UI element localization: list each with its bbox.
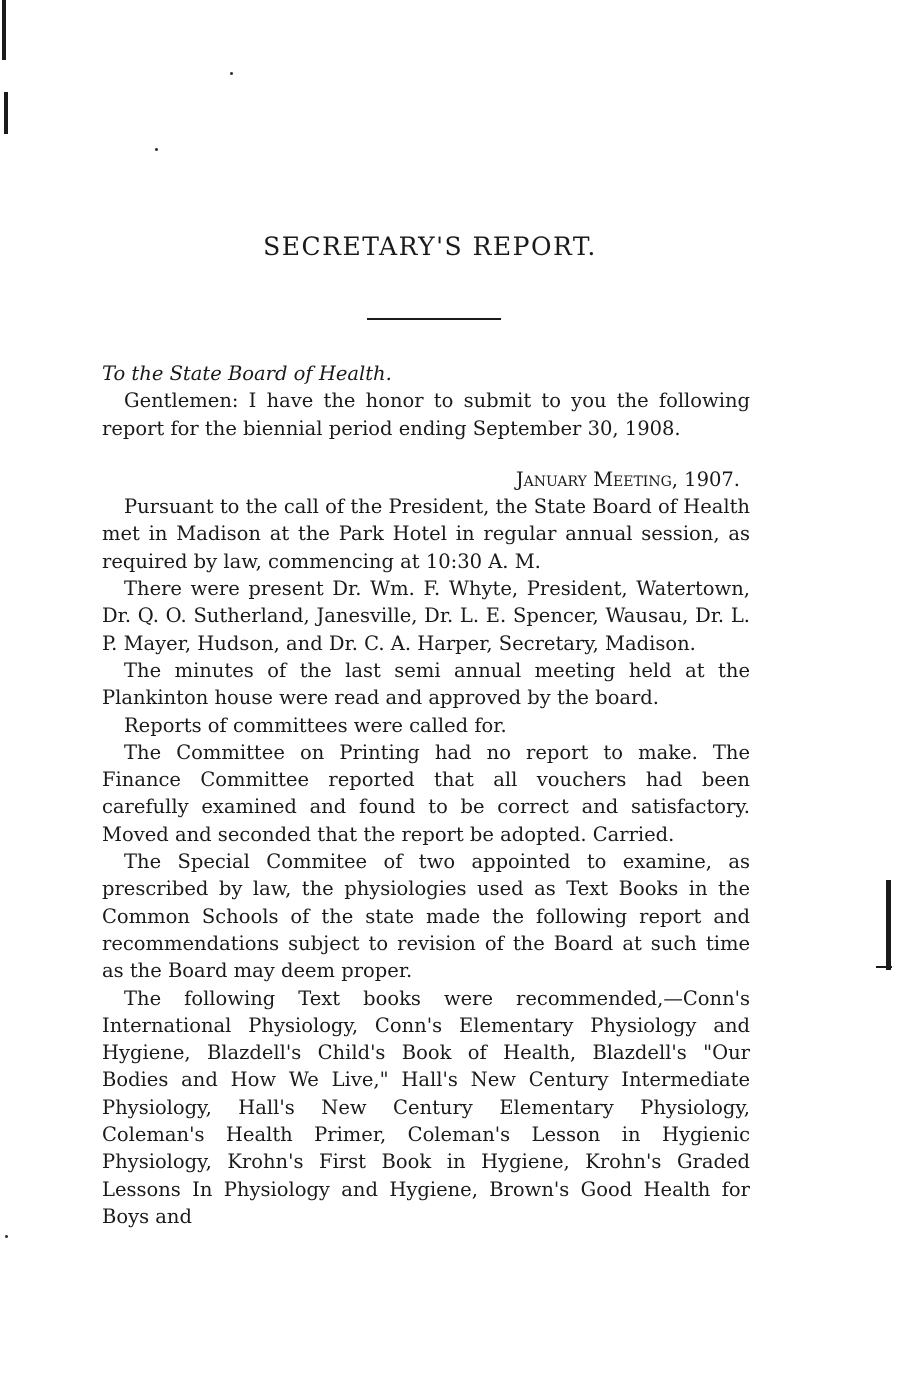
scan-edge-mark — [2, 0, 6, 60]
paragraph: The Committee on Printing had no report to make. The Finance Committee reported that all vouchers had been carefully examined and found to be correct and satisfactory. Moved and seconded that the report be adopted. Carried. — [102, 740, 750, 846]
scan-speck — [5, 1235, 8, 1238]
scan-edge-mark — [876, 966, 892, 968]
paragraph: The minutes of the last semi annual meeting held at the Plankinton house were read and approved by the board. — [102, 658, 750, 710]
greeting-paragraph: Gentlemen: I have the honor to submit to you the following report for the biennial period ending September 30, 1908. — [102, 389, 750, 440]
page-title: SECRETARY'S REPORT. — [263, 232, 597, 261]
scan-speck — [155, 148, 158, 151]
report-body — [102, 360, 750, 1230]
meeting-heading: January Meeting, 1907. — [515, 467, 740, 491]
scan-edge-mark — [886, 880, 891, 970]
title-divider — [367, 318, 501, 320]
salutation: To the State Board of Health. — [102, 362, 392, 385]
paragraph: Pursuant to the call of the President, the State Board of Health met in Madison at the Park Hotel in regular annual session, as required by law, commencing at 10:30 A. M. — [102, 495, 750, 573]
paragraph: Reports of committees were called for. — [124, 713, 507, 737]
paragraph: The following Text books were recommended,—Conn's International Physiology, Conn's Elementary Physiology and Hygiene, Blazdell's Child's Book of Health, Blazdell's "Our Bodies and How We Live," Hall's New Century Intermediate Physiology, Hall's New Century Elementary Physiology, Coleman's Health Primer, Coleman's Lesson in Hygienic Physiology, Krohn's First Book in Hygiene, Krohn's Graded Lessons In Physiology and Hygiene, Brown's Good Health for Boys and — [102, 986, 750, 1228]
scan-edge-mark — [4, 92, 8, 134]
paragraph: There were present Dr. Wm. F. Whyte, President, Watertown, Dr. Q. O. Sutherland, Janesville, Dr. L. E. Spencer, Wausau, Dr. L. P. Mayer, Hudson, and Dr. C. A. Harper, Secretary, Madison. — [102, 577, 750, 655]
scan-speck — [230, 72, 233, 75]
paragraph: The Special Commitee of two appointed to examine, as prescribed by law, the physiologies used as Text Books in the Common Schools of the state made the following report and recommendations subject to revision of the Board at such time as the Board may deem proper. — [102, 850, 750, 983]
spacer — [102, 442, 750, 466]
